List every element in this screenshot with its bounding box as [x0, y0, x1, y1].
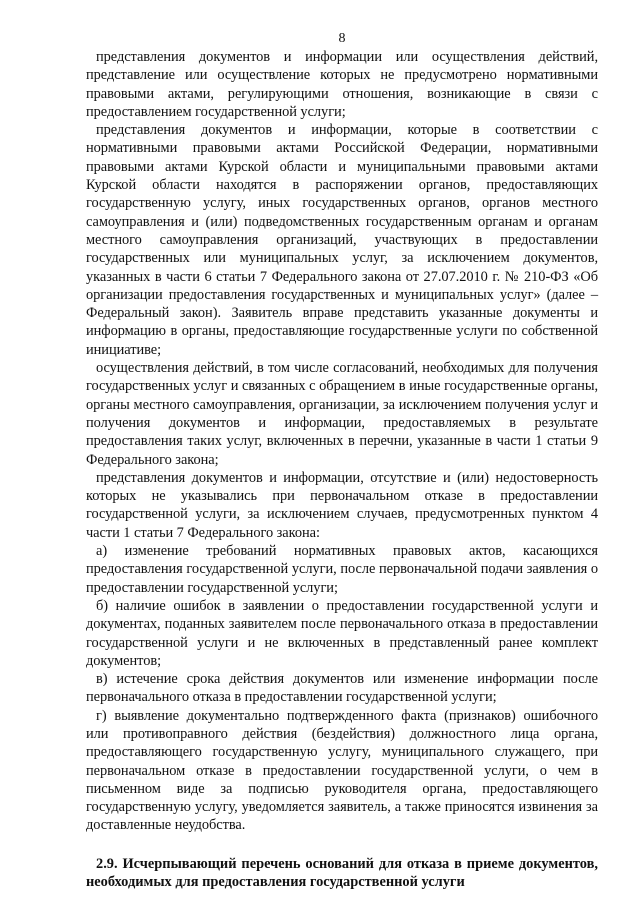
- paragraph-4: представления документов и информации, отсутствие и (или) недостоверность которых не указывались при первоначальном отказе в предоставлении государственной услуги, за исключением случаев, предусмотренных пунктом 4 части 1 статьи 7 Федерального закона:: [86, 469, 598, 541]
- paragraph-3: осуществления действий, в том числе согласований, необходимых для получения государственных услуг и связанных с обращением в иные государственные органы, органы местного самоуправления, организации, за исключением получения услуг и получения документов и информации, предоставляемых в результате предоставления таких услуг, включенных в перечни, указанные в части 1 статьи 9 Федерального закона;: [86, 360, 598, 468]
- section-heading: 2.9. Исчерпывающий перечень оснований для отказа в приеме документов, необходимых для предоставления государственной услуги: [86, 855, 598, 891]
- spacer: [86, 835, 598, 855]
- paragraph-8: г) выявление документально подтвержденного факта (признаков) ошибочного или противоправного действия (бездействия) должностного лица органа, предоставляющего государственную услугу, муниципального служащего, при первоначальном отказе в предоставлении государственной услуги, о чем в письменном виде за подписью руководителя органа, предоставляющего государственную услугу, уведомляется заявитель, а также приносятся извинения за доставленные неудобства.: [86, 707, 598, 834]
- paragraph-6: б) наличие ошибок в заявлении о предоставлении государственной услуги и документах, поданных заявителем после первоначального отказа в предоставлении государственной услуги и не включенных в представленный ранее комплект документов;: [86, 597, 598, 669]
- paragraph-5: а) изменение требований нормативных правовых актов, касающихся предоставления государственной услуги, после первоначальной подачи заявления о предоставлении государственной услуги;: [86, 543, 598, 596]
- paragraph-2: представления документов и информации, которые в соответствии с нормативными правовыми актами Российской Федерации, нормативными правовыми актами Курской области и муниципальными правовыми актами Курской области находятся в распоряжении органов, предоставляющих государственную услугу, иных государственных органов, органов местного самоуправления и (или) подведомственных государственным органам и органам местного самоуправления организаций, участвующих в предоставлении государственных или муниципальных услуг, за исключением документов, указанных в части 6 статьи 7 Федерального закона от 27.07.2010 г. № 210-ФЗ «Об организации предоставления государственных и муниципальных услуг» (далее – Федеральный закон). Заявитель вправе представить указанные документы и информацию в органы, предоставляющие государственные услуги по собственной инициативе;: [86, 122, 598, 358]
- paragraph-7: в) истечение срока действия документов или изменение информации после первоначального отказа в предоставлении государственной услуги;: [86, 671, 598, 706]
- paragraph-1: представления документов и информации или осуществления действий, представление или осуществление которых не предусмотрено нормативными правовыми актами, регулирующими отношения, возникающие в связи с предоставлением государственной услуги;: [86, 49, 598, 120]
- document-page: [86, 30, 598, 891]
- page-number: 8: [338, 31, 346, 46]
